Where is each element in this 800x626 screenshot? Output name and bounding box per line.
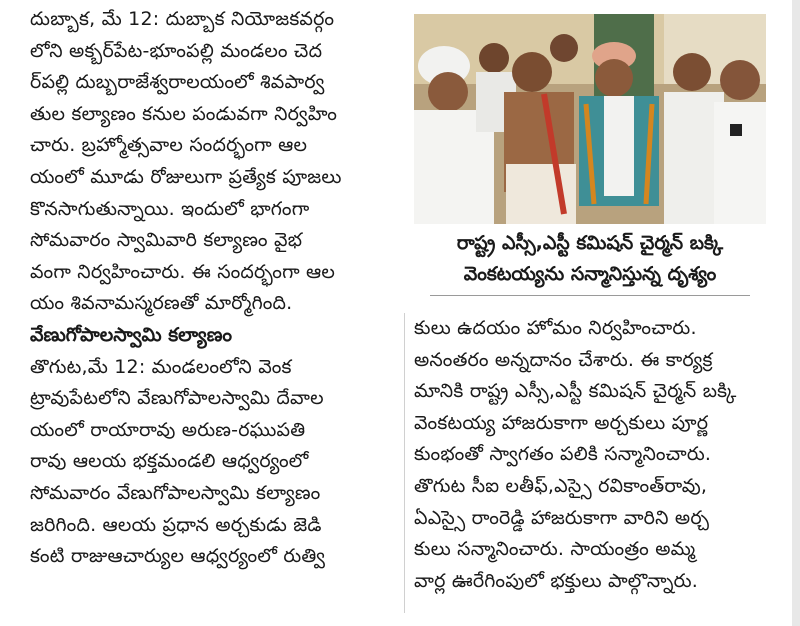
left-article-column — [30, 4, 396, 573]
article-line: తొగుట సీఐ లతీఫ్,ఎస్సై రవికాంత్‌రావు, — [414, 474, 708, 497]
article-line: అనంతరం అన్నదానం చేశారు. ఈ కార్యక్ర — [414, 348, 713, 371]
caption-rule — [430, 295, 750, 296]
caption-line: వెంకటయ్యను సన్మానిస్తున్న దృశ్యం — [463, 263, 717, 285]
article-line: కంటి రాజుఆచార్యుల ఆధ్వర్యంలో రుత్వి — [30, 545, 326, 568]
article-line: సోమవారం స్వామివారి కల్యాణం వైభ — [30, 229, 303, 252]
article-line: ట్రావుపేటలోని వేణుగోపాలస్వామి దేవాల — [30, 387, 324, 410]
article-line: యంలో మూడు రోజులుగా ప్రత్యేక పూజలు — [30, 165, 342, 188]
article-line: తుల కల్యాణం కనుల పండువగా నిర్వహిం — [30, 102, 338, 125]
article-line: కుంభంతో స్వాగతం పలికి సన్మానించారు. — [414, 443, 712, 466]
news-photo — [414, 14, 766, 224]
article-line: రావు ఆలయ భక్తమండలి ఆధ్వర్యంలో — [30, 450, 309, 473]
article-line: వంగా నిర్వహించారు. ఈ సందర్భంగా ఆల — [30, 260, 336, 283]
article-line: కొనసాగుతున్నాయి. ఇందులో భాగంగా — [30, 197, 310, 220]
article-subheading: వేణుగోపాలస్వామి కల్యాణం — [30, 323, 233, 346]
article-line: దుబ్బాక, మే 12: దుబ్బాక నియోజకవర్గం — [30, 8, 335, 30]
column-separator — [404, 313, 405, 613]
article-line: జరిగింది. ఆలయ ప్రధాన అర్చకుడు జెడి — [30, 513, 322, 536]
article-line: కులు ఉదయం హోమం నిర్వహించారు. — [414, 317, 697, 339]
article-line: ర్‌పల్లి దుబ్బరాజేశ్వరాలయంలో శివపార్వ — [30, 71, 325, 94]
article-line: మానికి రాష్ట్ర ఎస్సీ,ఎస్టీ కమిషన్ చైర్మన్ బక్కి — [414, 380, 737, 403]
caption-line: రాష్ట్ర ఎస్సీ,ఎస్టీ కమిషన్ చైర్మన్ బక్కి — [456, 232, 724, 254]
article-line: యంలో రాయారావు అరుణ-రఘుపతి — [30, 418, 306, 441]
article-line: వెంకటయ్య హాజరుకాగా అర్చకులు పూర్ణ — [414, 411, 709, 434]
article-line: తొగుట,మే 12: మండలంలోని వెంక — [30, 355, 292, 378]
article-line: చారు. బ్రహ్మోత్సవాల సందర్భంగా ఆల — [30, 134, 308, 157]
photo-illustration — [414, 14, 766, 224]
photo-caption — [414, 228, 766, 290]
article-line: వార్ల ఊరేగింపులో భక్తులు పాల్గొన్నారు. — [414, 569, 698, 592]
article-line: సోమవారం వేణుగోపాలస్వామి కల్యాణం — [30, 481, 321, 504]
article-line: లోని అక్బర్‌పేట-భూంపల్లి మండలం చెద — [30, 39, 323, 62]
article-line: కులు సన్మానించారు. సాయంత్రం అమ్మ — [414, 538, 696, 561]
right-article-column — [414, 313, 770, 597]
article-line: యం శివనామస్మరణతో మార్మోగింది. — [30, 292, 293, 315]
article-line: ఏఎస్సై రాంరెడ్డి హాజరుకాగా వారిని అర్చ — [414, 506, 710, 529]
page-edge — [792, 0, 800, 626]
